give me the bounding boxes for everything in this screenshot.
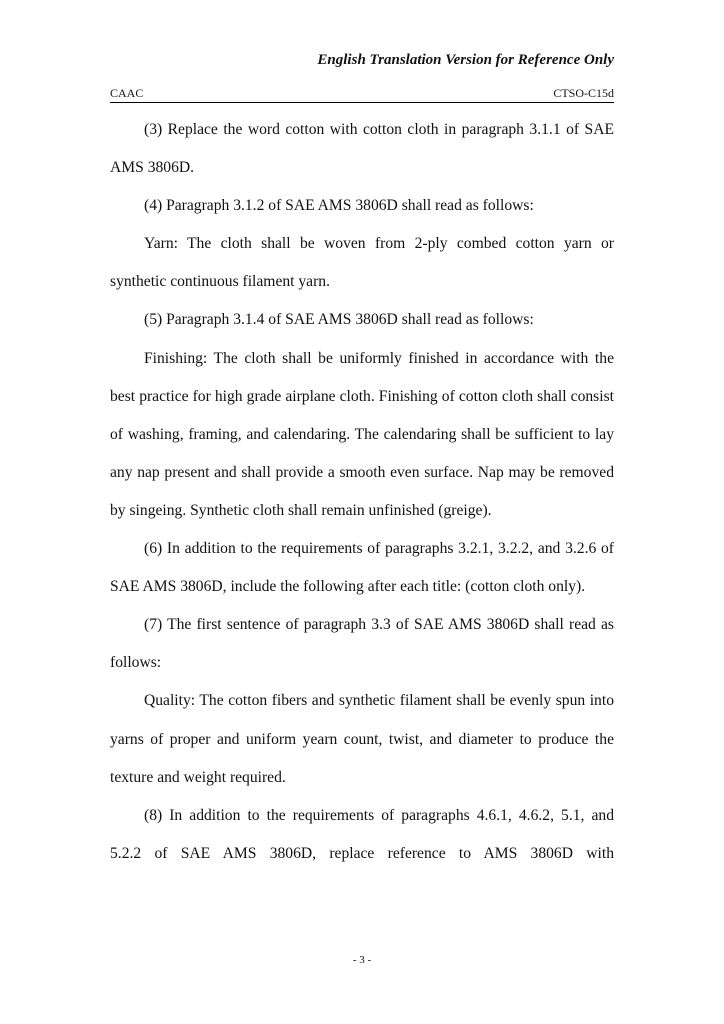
paragraph-item-3: (3) Replace the word cotton with cotton cloth in paragraph 3.1.1 of SAE AMS 3806D. [110, 121, 614, 177]
page-number: - 3 - [352, 954, 372, 966]
paragraph-item-7: (7) The first sentence of paragraph 3.3 of SAE AMS 3806D shall read as follows: [110, 616, 614, 672]
translation-banner: English Translation Version for Reference Only [317, 52, 614, 68]
header-document-id: CTSO-C15d [553, 86, 614, 100]
header-organization: CAAC [110, 86, 144, 100]
paragraph-finishing: Finishing: The cloth shall be uniformly finished in accordance with the best practice for high grade airplane cloth. Finishing of cotton cloth shall consist of washing, framing, and calendaring. The calendaring shall be sufficient to lay any nap present and shall provide a smooth even surface. Nap may be removed by singeing. Synthetic cloth shall remain unfinished (greige). [110, 349, 614, 519]
paragraph-item-8: (8) In addition to the requirements of paragraphs 4.6.1, 4.6.2, 5.1, and 5.2.2 of SAE AMS 3806D, replace reference to AMS 3806D with [110, 806, 614, 862]
running-header [110, 86, 614, 103]
paragraph-item-6: (6) In addition to the requirements of paragraphs 3.2.1, 3.2.2, and 3.2.6 of SAE AMS 3806D, include the following after each title: (cotton cloth only). [110, 540, 614, 596]
paragraph-item-4: (4) Paragraph 3.1.2 of SAE AMS 3806D shall read as follows: [144, 197, 534, 215]
paragraph-yarn: Yarn: The cloth shall be woven from 2-ply combed cotton yarn or synthetic continuous filament yarn. [110, 235, 614, 291]
paragraph-quality: Quality: The cotton fibers and synthetic filament shall be evenly spun into yarns of proper and uniform yearn count, twist, and diameter to produce the texture and weight required. [110, 692, 614, 786]
document-body [110, 111, 614, 873]
paragraph-item-5: (5) Paragraph 3.1.4 of SAE AMS 3806D shall read as follows: [144, 311, 534, 329]
